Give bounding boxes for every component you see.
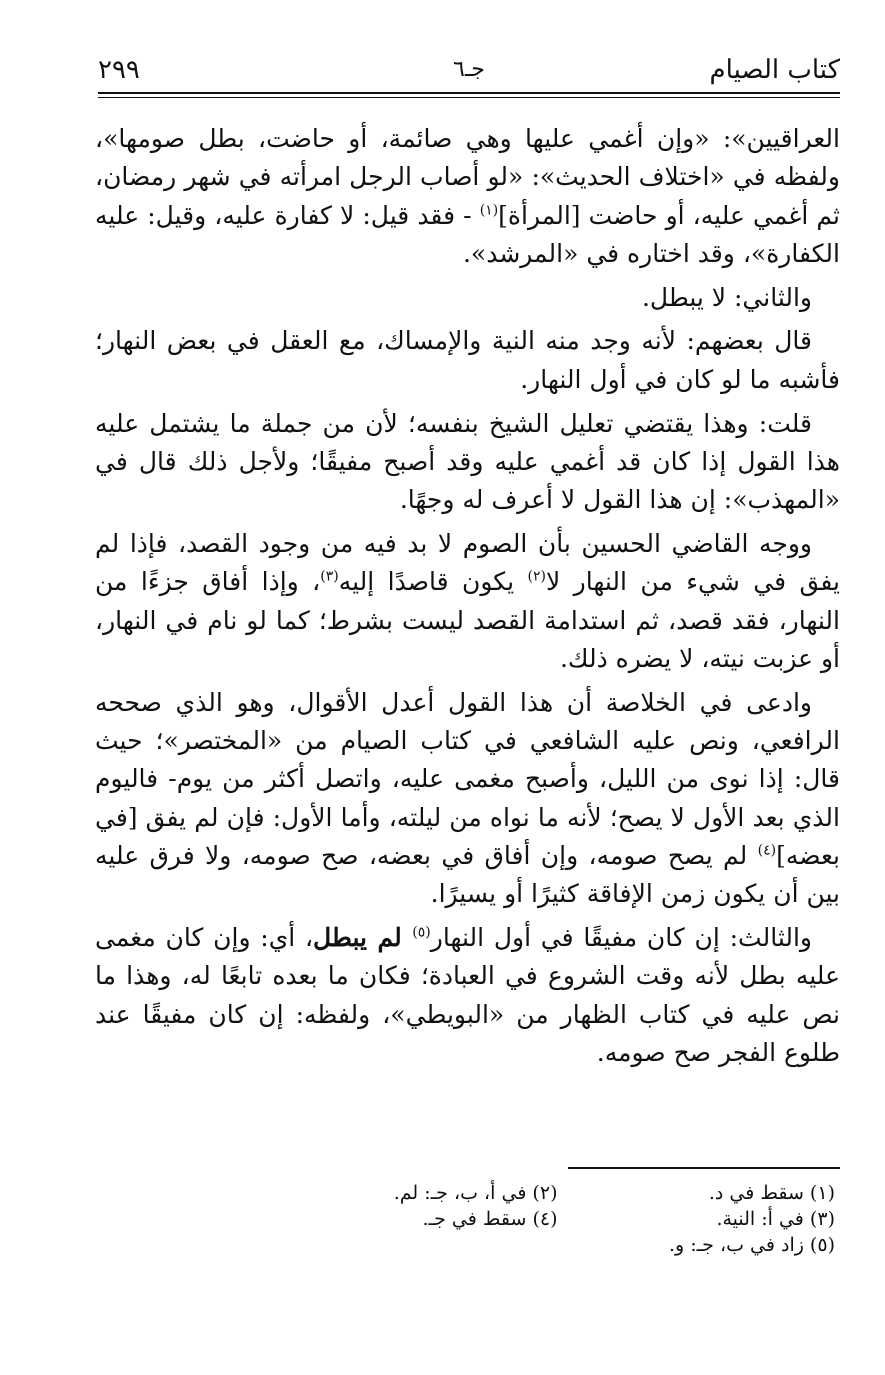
footnote: (٤) سقط في جـ. bbox=[422, 1208, 558, 1230]
paragraph-5 bbox=[95, 525, 840, 678]
footnote: (٢) في أ، ب، جـ: لم. bbox=[393, 1182, 558, 1204]
footnote-ref: (٤) bbox=[757, 842, 777, 859]
paragraph-text: لم يصح صومه، وإن أفاق في بعضه، صح صومه، ولا فرق عليه بين أن يكون زمن الإفاقة كثيرًا أو يسيرًا. bbox=[95, 840, 840, 909]
header-divider bbox=[98, 92, 840, 94]
paragraph-4 bbox=[95, 405, 840, 520]
footnote-ref: (٥) bbox=[412, 924, 431, 941]
paragraph-text: العراقيين»: «وإن أغمي عليها وهي صائمة، أو حاضت، بطل صومها»، ولفظه في «اختلاف الحديث»: «لو أصاب الرجل امرأته في شهر رمضان، ثم أغمي عليه، أو حاضت [المرأة] bbox=[95, 124, 840, 230]
paragraph-text: ووجه القاضي الحسين بأن الصوم لا بد فيه من وجود القصد، فإذا لم يفق في شيء من النهار لا bbox=[95, 528, 840, 597]
running-header bbox=[98, 50, 840, 90]
paragraph-6 bbox=[95, 684, 840, 914]
main-text bbox=[95, 120, 840, 1078]
paragraph-1 bbox=[95, 120, 840, 273]
bold-phrase: لم يبطل bbox=[313, 922, 413, 952]
footnote: (٥) زاد في ب، جـ: و. bbox=[668, 1234, 835, 1256]
paragraph-text: - فقد قيل: لا كفارة عليه، وقيل: عليه الكفارة»، وقد اختاره في «المرشد». bbox=[95, 200, 840, 268]
footnote-ref: (٢) bbox=[527, 568, 546, 585]
paragraph-3 bbox=[95, 322, 840, 399]
volume-label: جـ٦ bbox=[453, 57, 485, 82]
header-divider-thin bbox=[98, 97, 840, 98]
footnotes bbox=[280, 1180, 835, 1258]
paragraph-text: والثاني: لا يبطل. bbox=[641, 282, 812, 312]
footnote: (٣) في أ: النية. bbox=[716, 1208, 835, 1230]
footnote-divider bbox=[568, 1167, 840, 1169]
paragraph-text: والثالث: إن كان مفيقًا في أول النهار bbox=[430, 922, 813, 952]
book-title: كتاب الصيام bbox=[709, 55, 840, 85]
footnote-ref: (١) bbox=[479, 202, 499, 219]
paragraph-text: وادعى في الخلاصة أن هذا القول أعدل الأقوال، وهو الذي صححه الرافعي، ونص عليه الشافعي في كتاب الصيام من «المختصر»؛ حيث قال: إذا نوى من الليل، وأصبح مغمى عليه، واتصل أكثر من يوم- فاليوم الذي بعد الأول لا يصح؛ لأنه ما نواه من ليلته، وأما الأول: فإن لم يفق [في بعضه] bbox=[95, 687, 840, 870]
paragraph-text: ، وإذا أفاق جزءًا من النهار، فقد قصد، ثم استدامة القصد ليست بشرط؛ كما لو نام في النهار، أو عزبت نيته، لا يضره ذلك. bbox=[95, 567, 840, 673]
paragraph-text: قلت: وهذا يقتضي تعليل الشيخ بنفسه؛ لأن من جملة ما يشتمل عليه هذا القول إذا كان قد أغمي عليه وقد أصبح مفيقًا؛ ولأجل ذلك قال في «المهذب»: إن هذا القول لا أعرف له وجهًا. bbox=[95, 408, 840, 515]
paragraph-2 bbox=[95, 279, 840, 317]
paragraph-text: يكون قاصدًا إليه bbox=[338, 567, 528, 597]
page-number: ٢٩٩ bbox=[98, 55, 140, 85]
paragraph-text: قال بعضهم: لأنه وجد منه النية والإمساك، مع العقل في بعض النهار؛ فأشبه ما لو كان في أول النهار. bbox=[95, 326, 840, 394]
footnote: (١) سقط في د. bbox=[708, 1182, 835, 1204]
paragraph-7 bbox=[95, 919, 840, 1072]
paragraph-text: ، أي: وإن كان مغمى عليه بطل لأنه وقت الشروع في العبادة؛ فكان ما بعده تابعًا له، وهذا ما نص عليه في كتاب الظهار من «البويطي»، ولفظه: إن كان مفيقًا عند طلوع الفجر صح صومه. bbox=[95, 922, 840, 1067]
footnote-ref: (٣) bbox=[320, 568, 339, 585]
